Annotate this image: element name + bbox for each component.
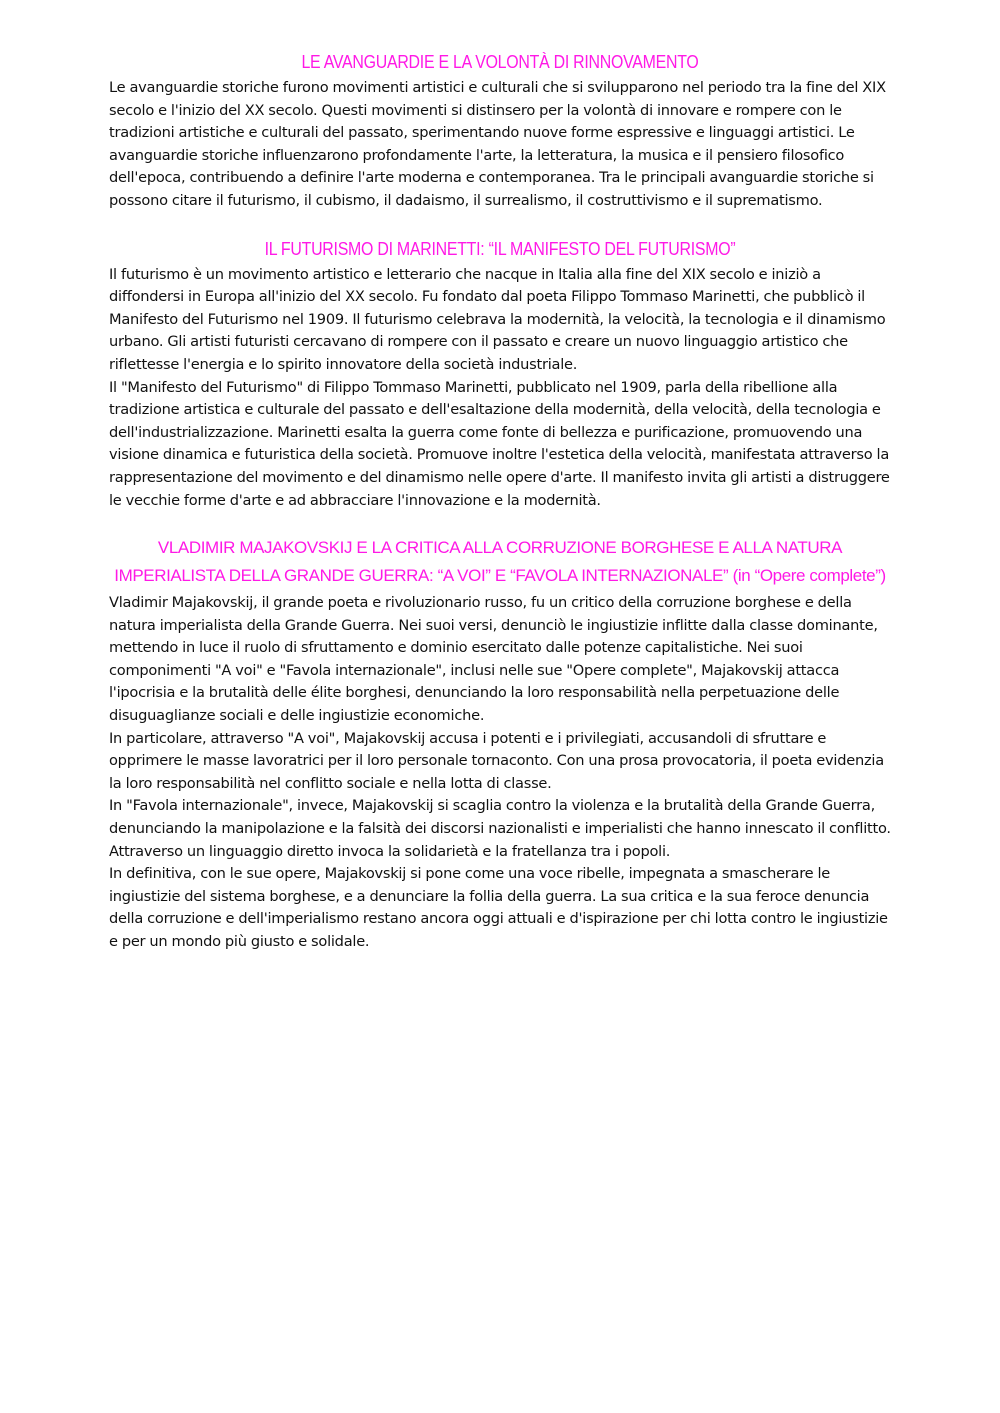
section-avanguardie — [109, 48, 891, 213]
section-majakovskij — [109, 534, 891, 954]
paragraph: Vladimir Majakovskij, il grande poeta e rivoluzionario russo, fu un critico della corruzione borghese e della natura imperialista della Grande Guerra. Nei suoi versi, denunciò le ingiustizie inflitte dalla classe dominante, mettendo in luce il ruolo di sfruttamento e dominio esercitato dalle potenze capitalistiche. Nei suoi componimenti "A voi" e "Favola internazionale", inclusi nelle sue "Opere complete", Majakovskij attacca l'ipocrisia e la brutalità delle élite borghesi, denunciando la loro responsabilità nella perpetuazione delle disuguaglianze sociali e delle ingiustizie economiche. — [109, 594, 878, 725]
paragraph: In definitiva, con le sue opere, Majakovskij si pone come una voce ribelle, impegnata a smascherare le ingiustizie del sistema borghese, e a denunciare la follia della guerra. La sua critica e la sua feroce denuncia della corruzione e dell'imperialismo restano ancora oggi attuali e d'ispirazione per chi lotta contro le ingiustizie e per un mondo più giusto e solidale. — [109, 865, 888, 950]
section-futurismo — [109, 235, 891, 513]
section-heading: IL FUTURISMO DI MARINETTI: “IL MANIFESTO DEL FUTURISMO” — [264, 237, 736, 259]
paragraph: Le avanguardie storiche furono movimenti artistici e culturali che si svilupparono nel periodo tra la fine del XIX secolo e l'inizio del XX secolo. Questi movimenti si distinsero per la volontà di innovare e rompere con le tradizioni artistiche e culturali del passato, sperimentando nuove forme espressive e linguaggi artistici. Le avanguardie storiche influenzarono profondamente l'arte, la letteratura, la musica e il pensiero filosofico dell'epoca, contribuendo a definire l'arte moderna e contemporanea. Tra le principali avanguardie storiche si possono citare il futurismo, il cubismo, il dadaismo, il surrealismo, il costruttivismo e il suprematismo. — [109, 79, 886, 209]
paragraph: In "Favola internazionale", invece, Majakovskij si scaglia contro la violenza e la brutalità della Grande Guerra, denunciando la manipolazione e la falsità dei discorsi nazionalisti e imperialisti che hanno innescato il conflitto. Attraverso un linguaggio diretto invoca la solidarietà e la fratellanza tra i popoli. — [109, 797, 891, 860]
document-page — [109, 48, 891, 976]
paragraph: Il "Manifesto del Futurismo" di Filippo Tommaso Marinetti, pubblicato nel 1909, parla della ribellione alla tradizione artistica e culturale del passato e dell'esaltazione della modernità, della velocità, della tecnologia e dell'industrializzazione. Marinetti esalta la guerra come fonte di bellezza e purificazione, promuovendo una visione dinamica e futuristica della società. Promuove inoltre l'estetica della velocità, manifestata attraverso la rappresentazione del movimento e del dinamismo nelle opere d'arte. Il manifesto invita gli artisti a distruggere le vecchie forme d'arte e ad abbracciare l'innovazione e la modernità. — [109, 378, 890, 509]
section-heading: LE AVANGUARDIE E LA VOLONTÀ DI RINNOVAMENTO — [301, 51, 699, 72]
paragraph: Il futurismo è un movimento artistico e letterario che nacque in Italia alla fine del XIX secolo e iniziò a diffondersi in Europa all'inizio del XX secolo. Fu fondato dal poeta Filippo Tommaso Marinetti, che pubblicò il Manifesto del Futurismo nel 1909. Il futurismo celebrava la modernità, la velocità, la tecnologia e il dinamismo urbano. Gli artisti futuristi cercavano di rompere con il passato e creare un nuovo linguaggio artistico che riflettesse l'energia e lo spirito innovatore della società industriale. — [109, 265, 886, 373]
paragraph: In particolare, attraverso "A voi", Majakovskij accusa i potenti e i privilegiati, accusandoli di sfruttare e opprimere le masse lavoratrici per il loro personale tornaconto. Con una prosa provocatoria, il poeta evidenzia la loro responsabilità nel conflitto sociale e nella lotta di classe. — [109, 729, 884, 792]
section-heading: VLADIMIR MAJAKOVSKIJ E LA CRITICA ALLA CORRUZIONE BORGHESE E ALLA NATURA IMPERIALISTA DELLA GRANDE GUERRA: “A VOI” E “FAVOLA INTERNAZIONALE” (in “Opere complete”) — [114, 538, 886, 586]
